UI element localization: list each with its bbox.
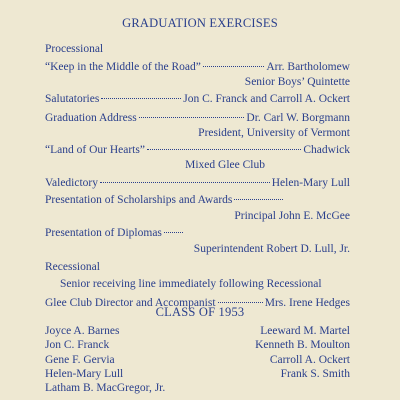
- program-item-4-performer: Chadwick: [303, 144, 350, 156]
- class-member: Helen-Mary Lull: [45, 367, 124, 380]
- dot-leader: [234, 199, 283, 200]
- glee-club-label: Glee Club Director and Accompanist: [45, 297, 216, 309]
- program-item-3-performer: Dr. Carl W. Borgmann: [246, 112, 350, 124]
- class-member: Carroll A. Ockert: [269, 353, 350, 366]
- class-member: Jon C. Franck: [45, 339, 110, 352]
- class-title: CLASS OF 1953: [155, 305, 245, 319]
- class-list-left: [45, 324, 165, 395]
- program-item-1-sub: Senior Boys’ Quintette: [244, 76, 350, 88]
- dot-leader: [203, 66, 264, 67]
- program-item-4-title: “Land of Our Hearts”: [45, 144, 145, 156]
- glee-club-person: Mrs. Irene Hedges: [264, 297, 350, 309]
- program-item-3: [45, 111, 350, 125]
- program-item-5: [45, 176, 350, 190]
- program-item-2-performer: Jon C. Franck and Carroll A. Ockert: [183, 93, 350, 105]
- class-member: Latham B. MacGregor, Jr.: [45, 382, 166, 395]
- program-item-2-title: Salutatories: [45, 93, 100, 105]
- program-item-4: [45, 143, 350, 157]
- recessional-label: Recessional: [45, 261, 100, 273]
- dot-leader: [218, 302, 263, 303]
- program-item-3-title: Graduation Address: [45, 112, 137, 124]
- processional-label: Processional: [45, 43, 104, 55]
- program-item-5-performer: Helen-Mary Lull: [271, 177, 350, 189]
- dot-leader: [100, 182, 270, 183]
- program-item-5-title: Valedictory: [45, 177, 99, 189]
- class-member: Kenneth B. Moulton: [255, 339, 350, 352]
- program-item-4-sub: Mixed Glee Club: [185, 159, 265, 171]
- program-item-2: [45, 92, 350, 106]
- program-item-6-sub: Principal John E. McGee: [234, 210, 350, 222]
- class-member: Gene F. Gervia: [45, 353, 115, 366]
- program-item-7: [45, 226, 185, 240]
- program-item-6: [45, 193, 285, 207]
- dot-leader: [164, 232, 183, 233]
- class-member: Joyce A. Barnes: [45, 325, 120, 337]
- program-item-7-sub: Superintendent Robert D. Lull, Jr.: [193, 243, 350, 255]
- dot-leader: [101, 98, 181, 99]
- class-member: Frank S. Smith: [280, 367, 350, 380]
- receiving-line-note: Senior receiving line immediately following Recessional: [60, 278, 322, 290]
- program-item-1-performer: Arr. Bartholomew: [266, 61, 350, 73]
- program-item-3-sub: President, University of Vermont: [198, 127, 350, 139]
- class-list-right: [255, 324, 350, 381]
- program-item-1-title: “Keep in the Middle of the Road”: [45, 61, 201, 73]
- dot-leader: [139, 117, 245, 118]
- dot-leader: [147, 149, 301, 150]
- program-item-7-title: Presentation of Diplomas: [45, 227, 162, 239]
- program-item-6-title: Presentation of Scholarships and Awards: [45, 194, 233, 206]
- page-title: GRADUATION EXERCISES: [122, 16, 278, 30]
- program-item-1: [45, 60, 350, 74]
- class-member: Leeward M. Martel: [260, 325, 350, 337]
